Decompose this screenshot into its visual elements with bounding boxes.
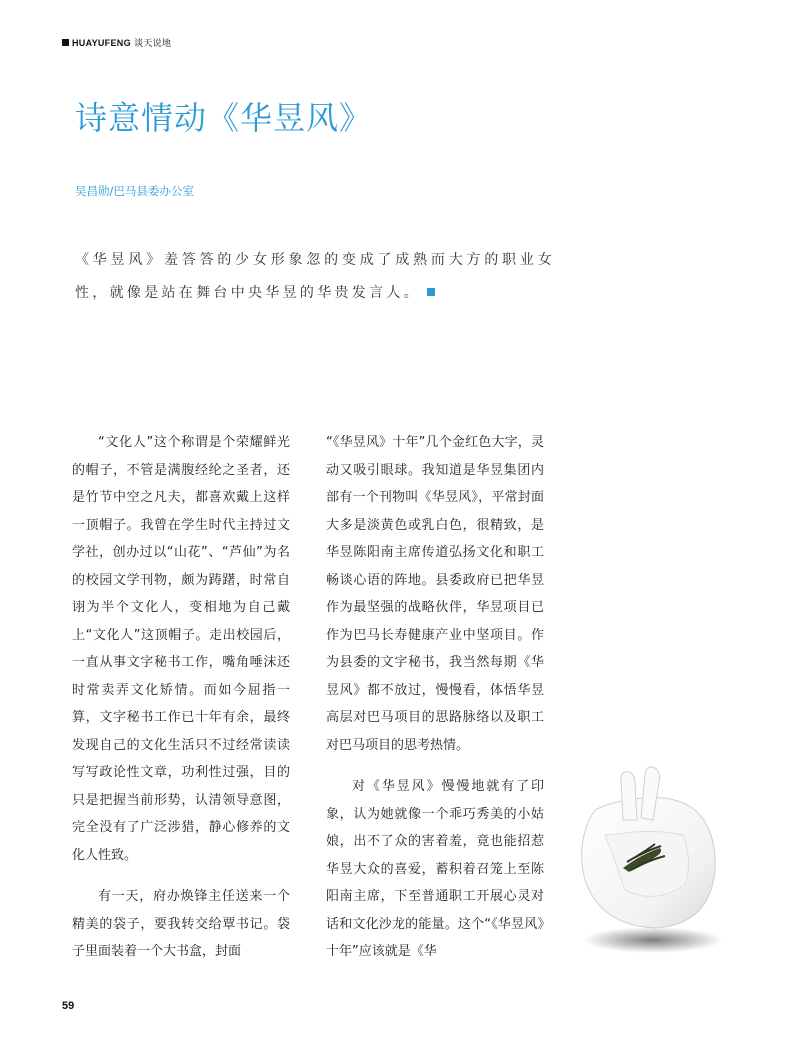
- header-section: 谈天说地: [134, 39, 172, 49]
- lead-paragraph: [75, 244, 555, 310]
- body-paragraph: 对《华昱风》慢慢地就有了印象，认为她就像一个乖巧秀美的小姑娘，出不了众的害着羞，竟也能招惹华昱大众的喜爱，蓄积着召笼上至陈阳南主席，下至普通职工开展心灵对话和文化沙龙的能量。这个“《华昱风》十年”应该就是《华: [326, 779, 544, 959]
- lead-text: 《华昱风》羞答答的少女形象忽的变成了成熟而大方的职业女性，就像是站在舞台中央华昱的华贵发言人。: [75, 252, 555, 301]
- body-paragraph: “《华昱风》十年”几个金红色大字，灵动又吸引眼球。我知道是华昱集团内部有一个刊物叫《华昱风》，平常封面大多是淡黄色或乳白色，很精致，是华昱陈阳南主席传道弘扬文化和职工畅谈心语的阵地。县委政府已把华昱作为最坚强的战略伙伴，华昱项目已作为巴马长寿健康产业中坚项目。作为县委的文字秘书，我当然每期《华昱风》都不放过，慢慢看，体悟华昱高层对巴马项目的思路脉络以及职工对巴马项目的思考热情。: [326, 435, 544, 753]
- porcelain-hand-tea-holder-icon: [565, 760, 735, 960]
- header-brand: HUAYUFENG: [72, 38, 131, 48]
- body-column-right: [326, 429, 544, 980]
- header-square-icon: [62, 39, 69, 46]
- article-byline: 吴昌勋/巴马县委办公室: [75, 184, 194, 198]
- body-paragraph: 有一天，府办焕锋主任送来一个精美的袋子，要我转交给覃书记。袋子里面装着一个大书盒，封面: [72, 889, 290, 959]
- body-paragraph: “文化人”这个称谓是个荣耀鲜光的帽子，不管是满腹经纶之圣者，还是竹节中空之凡夫，都喜欢戴上这样一顶帽子。我曾在学生时代主持过文学社，创办过以“山花”、“芦仙”为名的校园文学刊物，颇为踌躇，时常自诩为半个文化人，变相地为自己戴上“文化人”这顶帽子。走出校园后，一直从事文字秘书工作，嘴角唾沫还时常卖弄文化矫情。而如今屈指一算，文字秘书工作已十年有余，最终发现自己的文化生活只不过经常读读写写政论性文章，功利性过强，目的只是把握当前形势，认清领导意图，完全没有了广泛涉猎，静心修养的文化人性致。: [72, 435, 290, 863]
- end-mark-icon: [427, 288, 435, 296]
- body-column-left: [72, 429, 290, 980]
- running-header: [62, 36, 171, 49]
- article-title: 诗意情动《华昱风》: [75, 99, 373, 137]
- page-number: 59: [62, 1000, 75, 1012]
